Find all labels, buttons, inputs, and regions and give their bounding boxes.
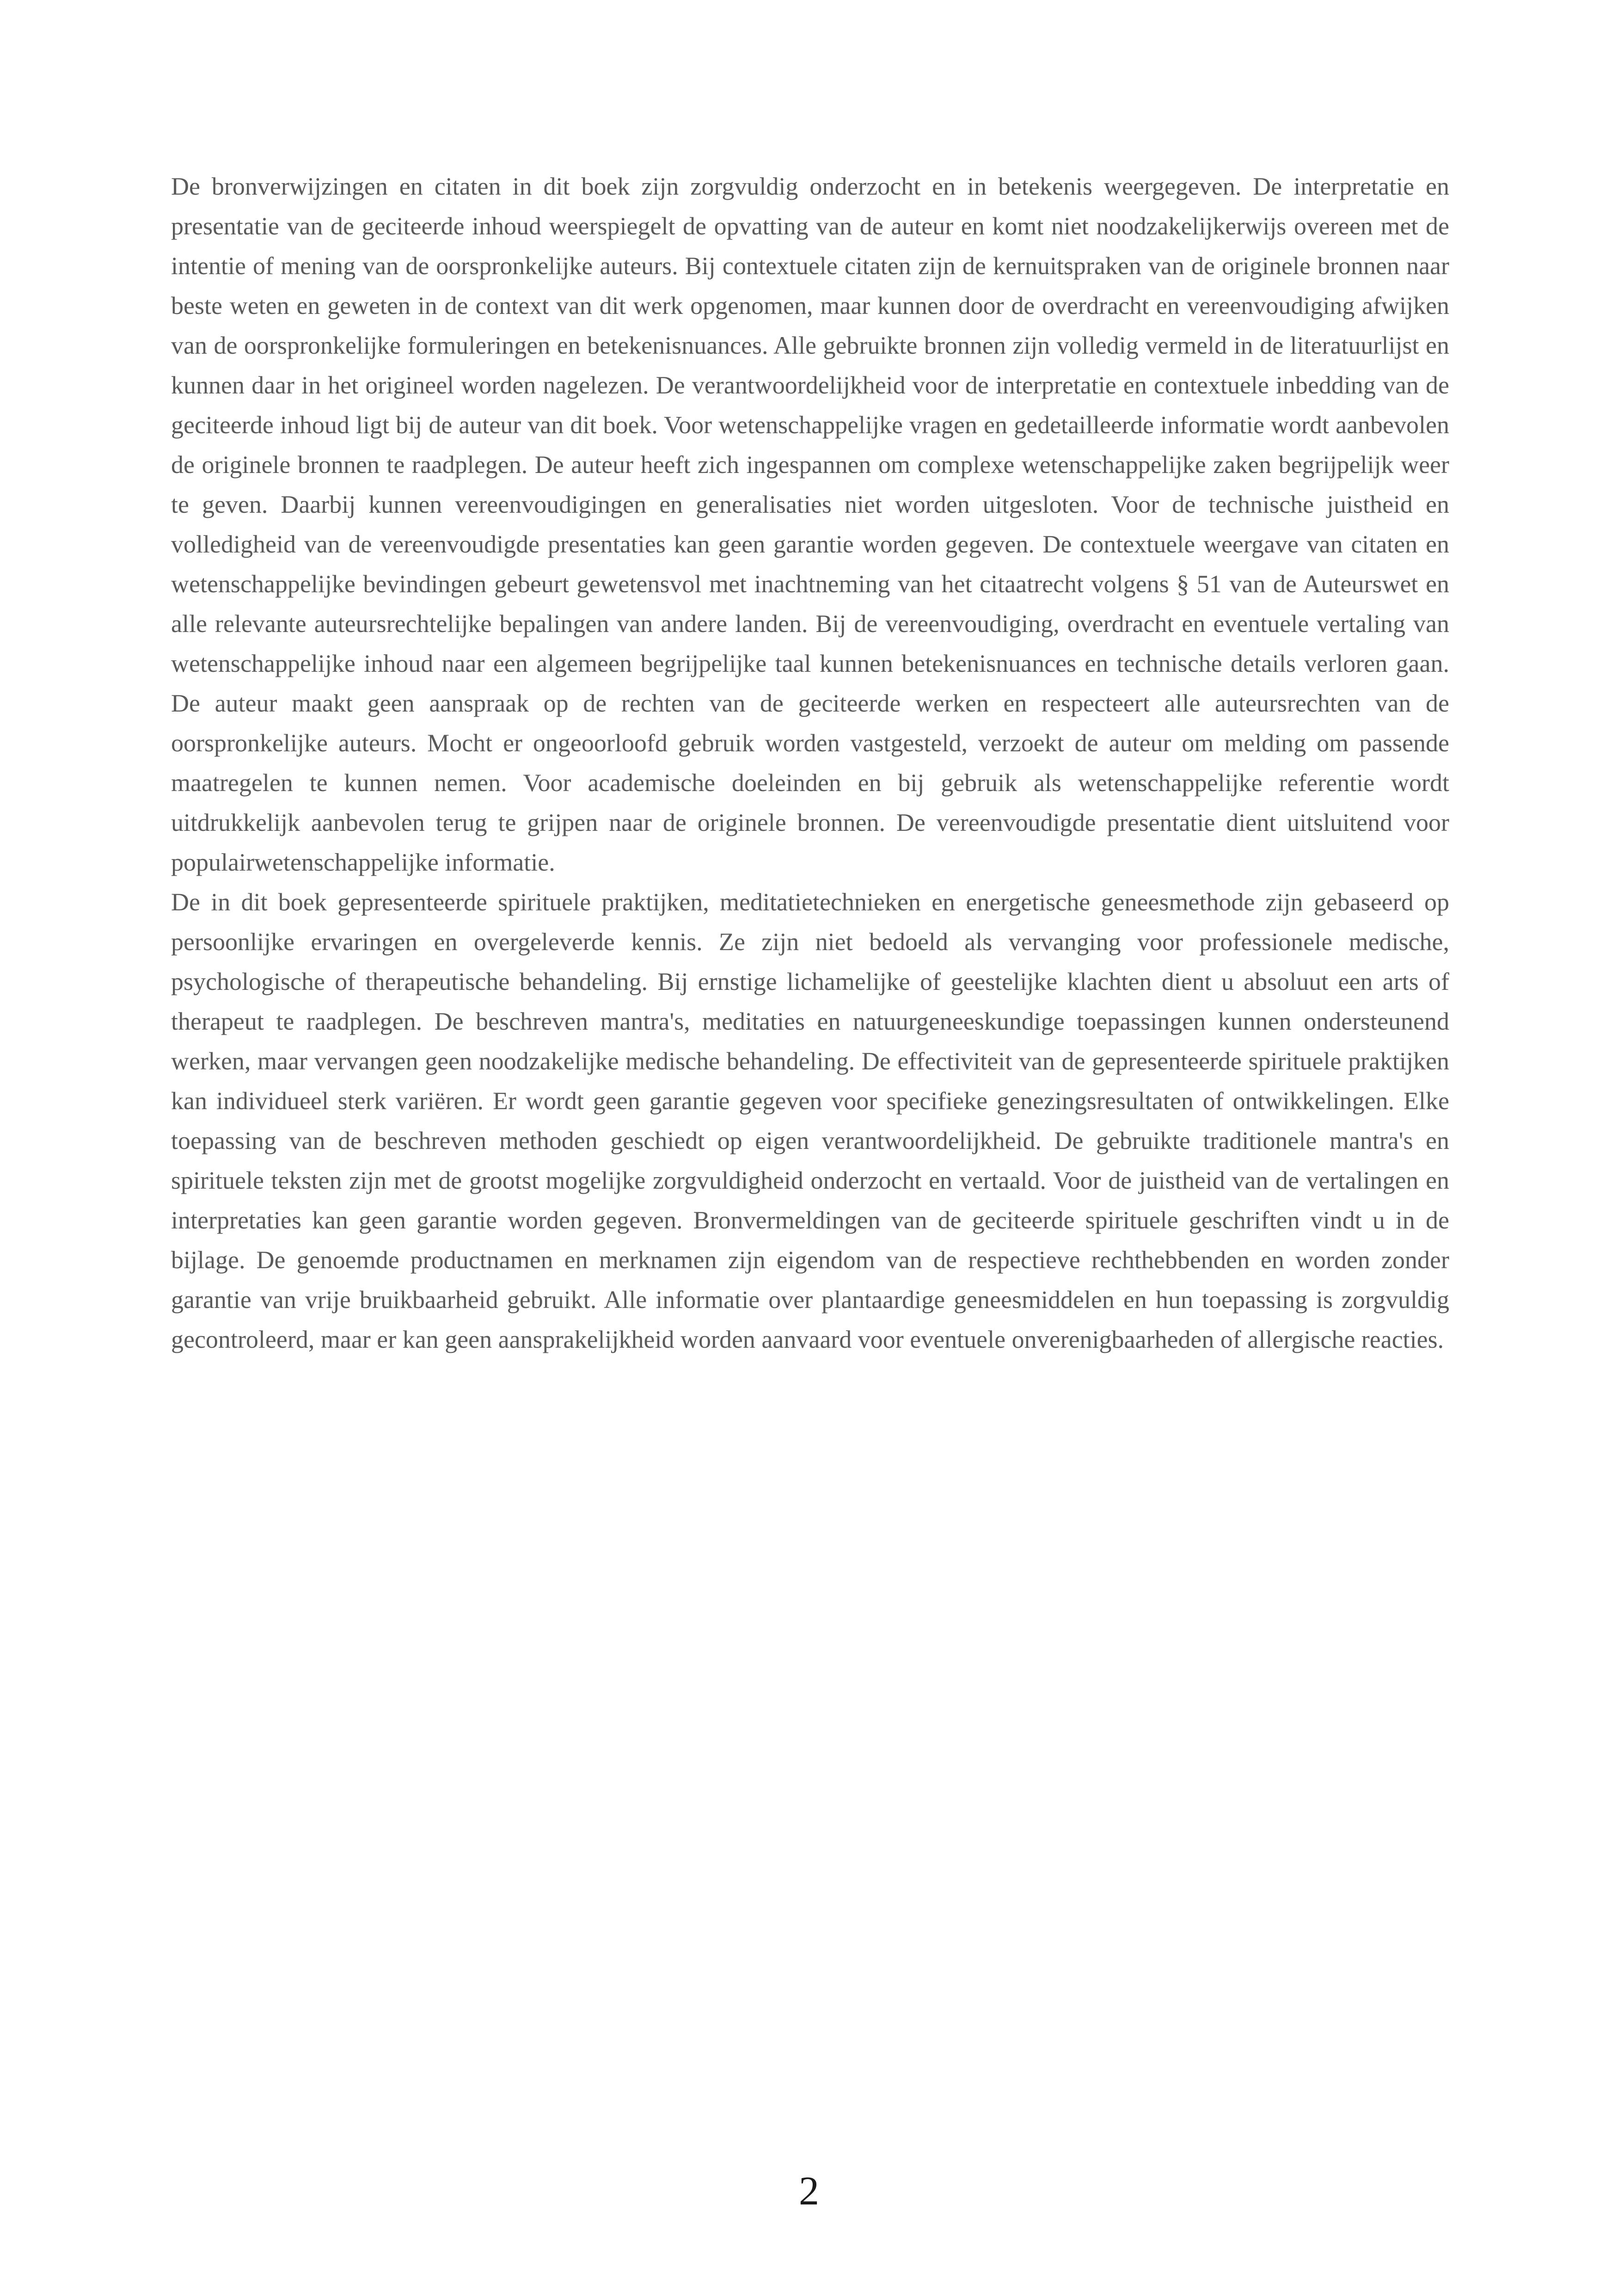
page-number: 2 [799, 2169, 819, 2214]
paragraph-spiritual-practices: De in dit boek gepresenteerde spirituele praktijken, meditatietechnieken en energetische geneesmethode zijn gebaseerd op persoonlijke ervaringen en overgeleverde kennis. Ze zijn niet bedoeld als vervanging voor professionele medische, psychologische of therapeutische behandeling. Bij ernstige lichamelijke of geestelijke klachten dient u absoluut een arts of therapeut te raadplegen. De beschreven mantra's, meditaties en natuurgeneeskundige toepassingen kunnen ondersteunend werken, maar vervangen geen noodzakelijke medische behandeling. De effectiviteit van de gepresenteerde spirituele praktijken kan individueel sterk variëren. Er wordt geen garantie gegeven voor specifieke genezingsresultaten of ontwikkelingen. Elke toepassing van de beschreven methoden geschiedt op eigen verantwoordelijkheid. De gebruikte traditionele mantra's en spirituele teksten zijn met de grootst mogelijke zorgvuldigheid onderzocht en vertaald. Voor de juistheid van de vertalingen en interpretaties kan geen garantie worden gegeven. Bronvermeldingen van de geciteerde spirituele geschriften vindt u in de bijlage. De genoemde productnamen en merknamen zijn eigendom van de respectieve rechthebbenden en worden zonder garantie van vrije bruikbaarheid gebruikt. Alle informatie over plantaardige geneesmiddelen en hun toepassing is zorgvuldig gecontroleerd, maar er kan geen aansprakelijkheid worden aanvaard voor eventuele onverenigbaarheden of allergische reacties. [171, 888, 1449, 1353]
disclaimer-text-block [171, 166, 1449, 1359]
paragraph-source-references: De bronverwijzingen en citaten in dit boek zijn zorgvuldig onderzocht en in betekenis weergegeven. De interpretatie en presentatie van de geciteerde inhoud weerspiegelt de opvatting van de auteur en komt niet noodzakelijkerwijs overeen met de intentie of mening van de oorspronkelijke auteurs. Bij contextuele citaten zijn de kernuitspraken van de originele bronnen naar beste weten en geweten in de context van dit werk opgenomen, maar kunnen door de overdracht en vereenvoudiging afwijken van de oorspronkelijke formuleringen en betekenisnuances. Alle gebruikte bronnen zijn volledig vermeld in de literatuurlijst en kunnen daar in het origineel worden nagelezen. De verantwoordelijkheid voor de interpretatie en contextuele inbedding van de geciteerde inhoud ligt bij de auteur van dit boek. Voor wetenschappelijke vragen en gedetailleerde informatie wordt aanbevolen de originele bronnen te raadplegen. De auteur heeft zich ingespannen om complexe wetenschappelijke zaken begrijpelijk weer te geven. Daarbij kunnen vereenvoudigingen en generalisaties niet worden uitgesloten. Voor de technische juistheid en volledigheid van de vereenvoudigde presentaties kan geen garantie worden gegeven. De contextuele weergave van citaten en wetenschappelijke bevindingen gebeurt gewetensvol met inachtneming van het citaatrecht volgens § 51 van de Auteurswet en alle relevante auteursrechtelijke bepalingen van andere landen. Bij de vereenvoudiging, overdracht en eventuele vertaling van wetenschappelijke inhoud naar een algemeen begrijpelijke taal kunnen betekenisnuances en technische details verloren gaan. De auteur maakt geen aanspraak op de rechten van de geciteerde werken en respecteert alle auteursrechten van de oorspronkelijke auteurs. Mocht er ongeoorloofd gebruik worden vastgesteld, verzoekt de auteur om melding om passende maatregelen te kunnen nemen. Voor academische doeleinden en bij gebruik als wetenschappelijke referentie wordt uitdrukkelijk aanbevolen terug te grijpen naar de originele bronnen. De vereenvoudigde presentatie dient uitsluitend voor populairwetenschappelijke informatie. [171, 172, 1449, 876]
